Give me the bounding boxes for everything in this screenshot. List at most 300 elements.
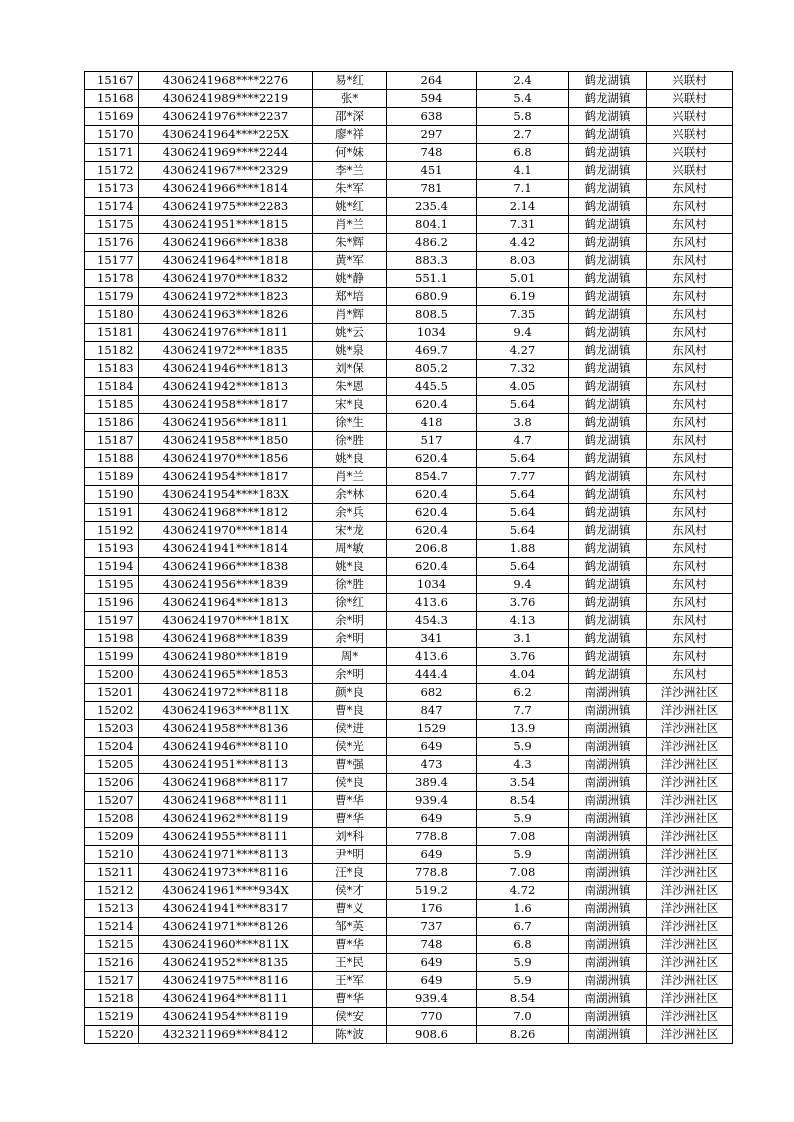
row-index-cell: 15182 xyxy=(85,342,139,360)
village-cell: 东风村 xyxy=(647,288,733,306)
id-number-cell: 4306241958****1817 xyxy=(139,396,313,414)
town-cell: 南湖洲镇 xyxy=(569,900,647,918)
amount-cell: 413.6 xyxy=(387,594,477,612)
table-row xyxy=(85,414,733,432)
row-index-cell: 15183 xyxy=(85,360,139,378)
town-cell: 南湖洲镇 xyxy=(569,1008,647,1026)
table-row xyxy=(85,1026,733,1044)
town-cell: 鹤龙湖镇 xyxy=(569,288,647,306)
town-cell: 鹤龙湖镇 xyxy=(569,612,647,630)
id-number-cell: 4306241989****2219 xyxy=(139,90,313,108)
table-row xyxy=(85,666,733,684)
area-cell: 6.2 xyxy=(477,684,569,702)
town-cell: 南湖洲镇 xyxy=(569,828,647,846)
id-number-cell: 4306241954****8119 xyxy=(139,1008,313,1026)
amount-cell: 620.4 xyxy=(387,558,477,576)
area-cell: 7.08 xyxy=(477,864,569,882)
village-cell: 洋沙洲社区 xyxy=(647,972,733,990)
name-cell: 汪*良 xyxy=(313,864,387,882)
name-cell: 朱*辉 xyxy=(313,234,387,252)
amount-cell: 551.1 xyxy=(387,270,477,288)
town-cell: 鹤龙湖镇 xyxy=(569,522,647,540)
table-row xyxy=(85,198,733,216)
amount-cell: 737 xyxy=(387,918,477,936)
name-cell: 肖*兰 xyxy=(313,216,387,234)
id-number-cell: 4306241946****1813 xyxy=(139,360,313,378)
amount-cell: 781 xyxy=(387,180,477,198)
area-cell: 3.1 xyxy=(477,630,569,648)
name-cell: 周*敏 xyxy=(313,540,387,558)
amount-cell: 413.6 xyxy=(387,648,477,666)
village-cell: 洋沙洲社区 xyxy=(647,918,733,936)
id-number-cell: 4306241954****183X xyxy=(139,486,313,504)
village-cell: 洋沙洲社区 xyxy=(647,828,733,846)
town-cell: 南湖洲镇 xyxy=(569,864,647,882)
village-cell: 东风村 xyxy=(647,324,733,342)
village-cell: 东风村 xyxy=(647,594,733,612)
town-cell: 南湖洲镇 xyxy=(569,846,647,864)
id-number-cell: 4306241964****225X xyxy=(139,126,313,144)
amount-cell: 594 xyxy=(387,90,477,108)
row-index-cell: 15196 xyxy=(85,594,139,612)
table-row xyxy=(85,378,733,396)
town-cell: 南湖洲镇 xyxy=(569,810,647,828)
name-cell: 姚*云 xyxy=(313,324,387,342)
amount-cell: 939.4 xyxy=(387,990,477,1008)
id-number-cell: 4306241968****2276 xyxy=(139,72,313,90)
area-cell: 2.4 xyxy=(477,72,569,90)
town-cell: 鹤龙湖镇 xyxy=(569,324,647,342)
id-number-cell: 4306241942****1813 xyxy=(139,378,313,396)
village-cell: 洋沙洲社区 xyxy=(647,954,733,972)
id-number-cell: 4306241962****8119 xyxy=(139,810,313,828)
village-cell: 洋沙洲社区 xyxy=(647,1026,733,1044)
row-index-cell: 15181 xyxy=(85,324,139,342)
row-index-cell: 15200 xyxy=(85,666,139,684)
id-number-cell: 4306241966****1814 xyxy=(139,180,313,198)
name-cell: 朱*恩 xyxy=(313,378,387,396)
area-cell: 3.76 xyxy=(477,594,569,612)
row-index-cell: 15203 xyxy=(85,720,139,738)
id-number-cell: 4306241964****1818 xyxy=(139,252,313,270)
village-cell: 东风村 xyxy=(647,306,733,324)
id-number-cell: 4306241963****811X xyxy=(139,702,313,720)
village-cell: 洋沙洲社区 xyxy=(647,846,733,864)
name-cell: 徐*胜 xyxy=(313,432,387,450)
table-row xyxy=(85,1008,733,1026)
amount-cell: 235.4 xyxy=(387,198,477,216)
village-cell: 东风村 xyxy=(647,540,733,558)
name-cell: 余*明 xyxy=(313,612,387,630)
id-number-cell: 4306241972****1823 xyxy=(139,288,313,306)
town-cell: 鹤龙湖镇 xyxy=(569,252,647,270)
table-row xyxy=(85,306,733,324)
village-cell: 洋沙洲社区 xyxy=(647,1008,733,1026)
name-cell: 姚*泉 xyxy=(313,342,387,360)
table-row xyxy=(85,774,733,792)
area-cell: 1.88 xyxy=(477,540,569,558)
data-table xyxy=(84,71,733,1044)
area-cell: 3.54 xyxy=(477,774,569,792)
name-cell: 姚*良 xyxy=(313,450,387,468)
id-number-cell: 4306241970****1814 xyxy=(139,522,313,540)
town-cell: 南湖洲镇 xyxy=(569,756,647,774)
table-row xyxy=(85,432,733,450)
table-row xyxy=(85,864,733,882)
row-index-cell: 15174 xyxy=(85,198,139,216)
table-row xyxy=(85,810,733,828)
village-cell: 洋沙洲社区 xyxy=(647,864,733,882)
village-cell: 洋沙洲社区 xyxy=(647,774,733,792)
name-cell: 王*军 xyxy=(313,972,387,990)
town-cell: 南湖洲镇 xyxy=(569,990,647,1008)
village-cell: 兴联村 xyxy=(647,72,733,90)
id-number-cell: 4306241976****1811 xyxy=(139,324,313,342)
table-body xyxy=(85,72,733,1044)
area-cell: 2.14 xyxy=(477,198,569,216)
village-cell: 兴联村 xyxy=(647,90,733,108)
table-row xyxy=(85,612,733,630)
name-cell: 王*民 xyxy=(313,954,387,972)
table-row xyxy=(85,720,733,738)
name-cell: 曹*华 xyxy=(313,810,387,828)
name-cell: 郑*培 xyxy=(313,288,387,306)
name-cell: 姚*良 xyxy=(313,558,387,576)
table-row xyxy=(85,540,733,558)
name-cell: 余*兵 xyxy=(313,504,387,522)
id-number-cell: 4306241973****8116 xyxy=(139,864,313,882)
village-cell: 东风村 xyxy=(647,666,733,684)
town-cell: 南湖洲镇 xyxy=(569,954,647,972)
village-cell: 东风村 xyxy=(647,558,733,576)
id-number-cell: 4306241968****1839 xyxy=(139,630,313,648)
row-index-cell: 15173 xyxy=(85,180,139,198)
village-cell: 东风村 xyxy=(647,360,733,378)
row-index-cell: 15167 xyxy=(85,72,139,90)
name-cell: 易*红 xyxy=(313,72,387,90)
amount-cell: 620.4 xyxy=(387,396,477,414)
name-cell: 侯*才 xyxy=(313,882,387,900)
village-cell: 东风村 xyxy=(647,522,733,540)
name-cell: 何*妹 xyxy=(313,144,387,162)
town-cell: 鹤龙湖镇 xyxy=(569,198,647,216)
town-cell: 鹤龙湖镇 xyxy=(569,72,647,90)
amount-cell: 454.3 xyxy=(387,612,477,630)
row-index-cell: 15202 xyxy=(85,702,139,720)
amount-cell: 847 xyxy=(387,702,477,720)
name-cell: 颜*良 xyxy=(313,684,387,702)
id-number-cell: 4306241975****8116 xyxy=(139,972,313,990)
amount-cell: 908.6 xyxy=(387,1026,477,1044)
amount-cell: 519.2 xyxy=(387,882,477,900)
name-cell: 徐*红 xyxy=(313,594,387,612)
name-cell: 邵*深 xyxy=(313,108,387,126)
area-cell: 5.9 xyxy=(477,810,569,828)
row-index-cell: 15194 xyxy=(85,558,139,576)
row-index-cell: 15180 xyxy=(85,306,139,324)
village-cell: 东风村 xyxy=(647,468,733,486)
town-cell: 南湖洲镇 xyxy=(569,918,647,936)
area-cell: 8.54 xyxy=(477,990,569,1008)
amount-cell: 1034 xyxy=(387,576,477,594)
area-cell: 4.7 xyxy=(477,432,569,450)
row-index-cell: 15204 xyxy=(85,738,139,756)
table-row xyxy=(85,324,733,342)
table-row xyxy=(85,684,733,702)
village-cell: 洋沙洲社区 xyxy=(647,810,733,828)
row-index-cell: 15184 xyxy=(85,378,139,396)
row-index-cell: 15207 xyxy=(85,792,139,810)
name-cell: 李*兰 xyxy=(313,162,387,180)
row-index-cell: 15211 xyxy=(85,864,139,882)
id-number-cell: 4306241956****1839 xyxy=(139,576,313,594)
row-index-cell: 15209 xyxy=(85,828,139,846)
name-cell: 余*明 xyxy=(313,666,387,684)
name-cell: 陈*波 xyxy=(313,1026,387,1044)
name-cell: 尹*明 xyxy=(313,846,387,864)
area-cell: 7.31 xyxy=(477,216,569,234)
amount-cell: 649 xyxy=(387,954,477,972)
village-cell: 东风村 xyxy=(647,180,733,198)
id-number-cell: 4306241972****8118 xyxy=(139,684,313,702)
id-number-cell: 4306241941****8317 xyxy=(139,900,313,918)
row-index-cell: 15170 xyxy=(85,126,139,144)
area-cell: 4.05 xyxy=(477,378,569,396)
village-cell: 洋沙洲社区 xyxy=(647,738,733,756)
amount-cell: 473 xyxy=(387,756,477,774)
id-number-cell: 4306241976****2237 xyxy=(139,108,313,126)
amount-cell: 778.8 xyxy=(387,828,477,846)
town-cell: 南湖洲镇 xyxy=(569,792,647,810)
town-cell: 鹤龙湖镇 xyxy=(569,342,647,360)
village-cell: 东风村 xyxy=(647,432,733,450)
name-cell: 周* xyxy=(313,648,387,666)
name-cell: 余*明 xyxy=(313,630,387,648)
row-index-cell: 15190 xyxy=(85,486,139,504)
row-index-cell: 15213 xyxy=(85,900,139,918)
area-cell: 5.01 xyxy=(477,270,569,288)
id-number-cell: 4306241971****8126 xyxy=(139,918,313,936)
id-number-cell: 4306241970****1832 xyxy=(139,270,313,288)
id-number-cell: 4306241972****1835 xyxy=(139,342,313,360)
town-cell: 鹤龙湖镇 xyxy=(569,270,647,288)
id-number-cell: 4306241975****2283 xyxy=(139,198,313,216)
area-cell: 13.9 xyxy=(477,720,569,738)
village-cell: 洋沙洲社区 xyxy=(647,936,733,954)
village-cell: 兴联村 xyxy=(647,108,733,126)
table-row xyxy=(85,702,733,720)
amount-cell: 1529 xyxy=(387,720,477,738)
amount-cell: 1034 xyxy=(387,324,477,342)
row-index-cell: 15220 xyxy=(85,1026,139,1044)
amount-cell: 649 xyxy=(387,846,477,864)
id-number-cell: 4306241941****1814 xyxy=(139,540,313,558)
name-cell: 廖*祥 xyxy=(313,126,387,144)
row-index-cell: 15206 xyxy=(85,774,139,792)
row-index-cell: 15210 xyxy=(85,846,139,864)
name-cell: 曹*良 xyxy=(313,702,387,720)
name-cell: 曹*强 xyxy=(313,756,387,774)
town-cell: 鹤龙湖镇 xyxy=(569,540,647,558)
town-cell: 鹤龙湖镇 xyxy=(569,396,647,414)
amount-cell: 486.2 xyxy=(387,234,477,252)
area-cell: 8.54 xyxy=(477,792,569,810)
row-index-cell: 15179 xyxy=(85,288,139,306)
name-cell: 侯*光 xyxy=(313,738,387,756)
name-cell: 邹*英 xyxy=(313,918,387,936)
area-cell: 5.64 xyxy=(477,522,569,540)
table-row xyxy=(85,108,733,126)
town-cell: 鹤龙湖镇 xyxy=(569,378,647,396)
id-number-cell: 4306241946****8110 xyxy=(139,738,313,756)
row-index-cell: 15208 xyxy=(85,810,139,828)
area-cell: 7.7 xyxy=(477,702,569,720)
town-cell: 南湖洲镇 xyxy=(569,738,647,756)
row-index-cell: 15176 xyxy=(85,234,139,252)
table-row xyxy=(85,144,733,162)
row-index-cell: 15217 xyxy=(85,972,139,990)
name-cell: 宋*良 xyxy=(313,396,387,414)
row-index-cell: 15215 xyxy=(85,936,139,954)
village-cell: 东风村 xyxy=(647,504,733,522)
area-cell: 7.32 xyxy=(477,360,569,378)
id-number-cell: 4306241966****1838 xyxy=(139,234,313,252)
town-cell: 鹤龙湖镇 xyxy=(569,108,647,126)
row-index-cell: 15169 xyxy=(85,108,139,126)
row-index-cell: 15186 xyxy=(85,414,139,432)
village-cell: 东风村 xyxy=(647,342,733,360)
amount-cell: 341 xyxy=(387,630,477,648)
row-index-cell: 15205 xyxy=(85,756,139,774)
town-cell: 鹤龙湖镇 xyxy=(569,432,647,450)
town-cell: 鹤龙湖镇 xyxy=(569,666,647,684)
town-cell: 鹤龙湖镇 xyxy=(569,594,647,612)
amount-cell: 206.8 xyxy=(387,540,477,558)
name-cell: 朱*军 xyxy=(313,180,387,198)
town-cell: 南湖洲镇 xyxy=(569,882,647,900)
town-cell: 南湖洲镇 xyxy=(569,720,647,738)
amount-cell: 638 xyxy=(387,108,477,126)
row-index-cell: 15219 xyxy=(85,1008,139,1026)
amount-cell: 804.1 xyxy=(387,216,477,234)
id-number-cell: 4306241958****8136 xyxy=(139,720,313,738)
village-cell: 东风村 xyxy=(647,216,733,234)
name-cell: 黄*军 xyxy=(313,252,387,270)
id-number-cell: 4306241958****1850 xyxy=(139,432,313,450)
row-index-cell: 15212 xyxy=(85,882,139,900)
town-cell: 鹤龙湖镇 xyxy=(569,162,647,180)
table-row xyxy=(85,504,733,522)
id-number-cell: 4306241963****1826 xyxy=(139,306,313,324)
id-number-cell: 4306241980****1819 xyxy=(139,648,313,666)
area-cell: 6.19 xyxy=(477,288,569,306)
village-cell: 洋沙洲社区 xyxy=(647,684,733,702)
name-cell: 刘*保 xyxy=(313,360,387,378)
town-cell: 鹤龙湖镇 xyxy=(569,504,647,522)
village-cell: 东风村 xyxy=(647,270,733,288)
amount-cell: 620.4 xyxy=(387,504,477,522)
row-index-cell: 15192 xyxy=(85,522,139,540)
table-row xyxy=(85,990,733,1008)
amount-cell: 939.4 xyxy=(387,792,477,810)
row-index-cell: 15175 xyxy=(85,216,139,234)
row-index-cell: 15214 xyxy=(85,918,139,936)
table-row xyxy=(85,738,733,756)
area-cell: 2.7 xyxy=(477,126,569,144)
village-cell: 东风村 xyxy=(647,234,733,252)
amount-cell: 778.8 xyxy=(387,864,477,882)
id-number-cell: 4306241952****8135 xyxy=(139,954,313,972)
table-row xyxy=(85,450,733,468)
village-cell: 东风村 xyxy=(647,378,733,396)
town-cell: 鹤龙湖镇 xyxy=(569,144,647,162)
town-cell: 鹤龙湖镇 xyxy=(569,414,647,432)
table-row xyxy=(85,270,733,288)
town-cell: 鹤龙湖镇 xyxy=(569,468,647,486)
amount-cell: 808.5 xyxy=(387,306,477,324)
village-cell: 洋沙洲社区 xyxy=(647,792,733,810)
area-cell: 4.13 xyxy=(477,612,569,630)
village-cell: 东风村 xyxy=(647,630,733,648)
table-row xyxy=(85,180,733,198)
id-number-cell: 4306241955****8111 xyxy=(139,828,313,846)
village-cell: 东风村 xyxy=(647,648,733,666)
area-cell: 9.4 xyxy=(477,324,569,342)
area-cell: 1.6 xyxy=(477,900,569,918)
name-cell: 肖*辉 xyxy=(313,306,387,324)
town-cell: 鹤龙湖镇 xyxy=(569,216,647,234)
area-cell: 6.8 xyxy=(477,936,569,954)
table-row xyxy=(85,918,733,936)
table-row xyxy=(85,288,733,306)
amount-cell: 620.4 xyxy=(387,450,477,468)
row-index-cell: 15189 xyxy=(85,468,139,486)
id-number-cell: 4306241954****1817 xyxy=(139,468,313,486)
table-row xyxy=(85,72,733,90)
village-cell: 洋沙洲社区 xyxy=(647,720,733,738)
table-row xyxy=(85,468,733,486)
town-cell: 南湖洲镇 xyxy=(569,774,647,792)
id-number-cell: 4306241956****1811 xyxy=(139,414,313,432)
amount-cell: 445.5 xyxy=(387,378,477,396)
area-cell: 4.3 xyxy=(477,756,569,774)
name-cell: 刘*科 xyxy=(313,828,387,846)
amount-cell: 176 xyxy=(387,900,477,918)
town-cell: 南湖洲镇 xyxy=(569,684,647,702)
id-number-cell: 4306241964****1813 xyxy=(139,594,313,612)
name-cell: 姚*静 xyxy=(313,270,387,288)
town-cell: 鹤龙湖镇 xyxy=(569,306,647,324)
area-cell: 5.64 xyxy=(477,558,569,576)
table-row xyxy=(85,900,733,918)
table-row xyxy=(85,792,733,810)
name-cell: 侯*良 xyxy=(313,774,387,792)
table-row xyxy=(85,846,733,864)
area-cell: 4.27 xyxy=(477,342,569,360)
area-cell: 5.9 xyxy=(477,954,569,972)
village-cell: 洋沙洲社区 xyxy=(647,882,733,900)
table-row xyxy=(85,216,733,234)
table-row xyxy=(85,576,733,594)
area-cell: 4.1 xyxy=(477,162,569,180)
town-cell: 鹤龙湖镇 xyxy=(569,360,647,378)
amount-cell: 451 xyxy=(387,162,477,180)
row-index-cell: 15178 xyxy=(85,270,139,288)
amount-cell: 854.7 xyxy=(387,468,477,486)
amount-cell: 883.3 xyxy=(387,252,477,270)
id-number-cell: 4306241968****1812 xyxy=(139,504,313,522)
row-index-cell: 15197 xyxy=(85,612,139,630)
